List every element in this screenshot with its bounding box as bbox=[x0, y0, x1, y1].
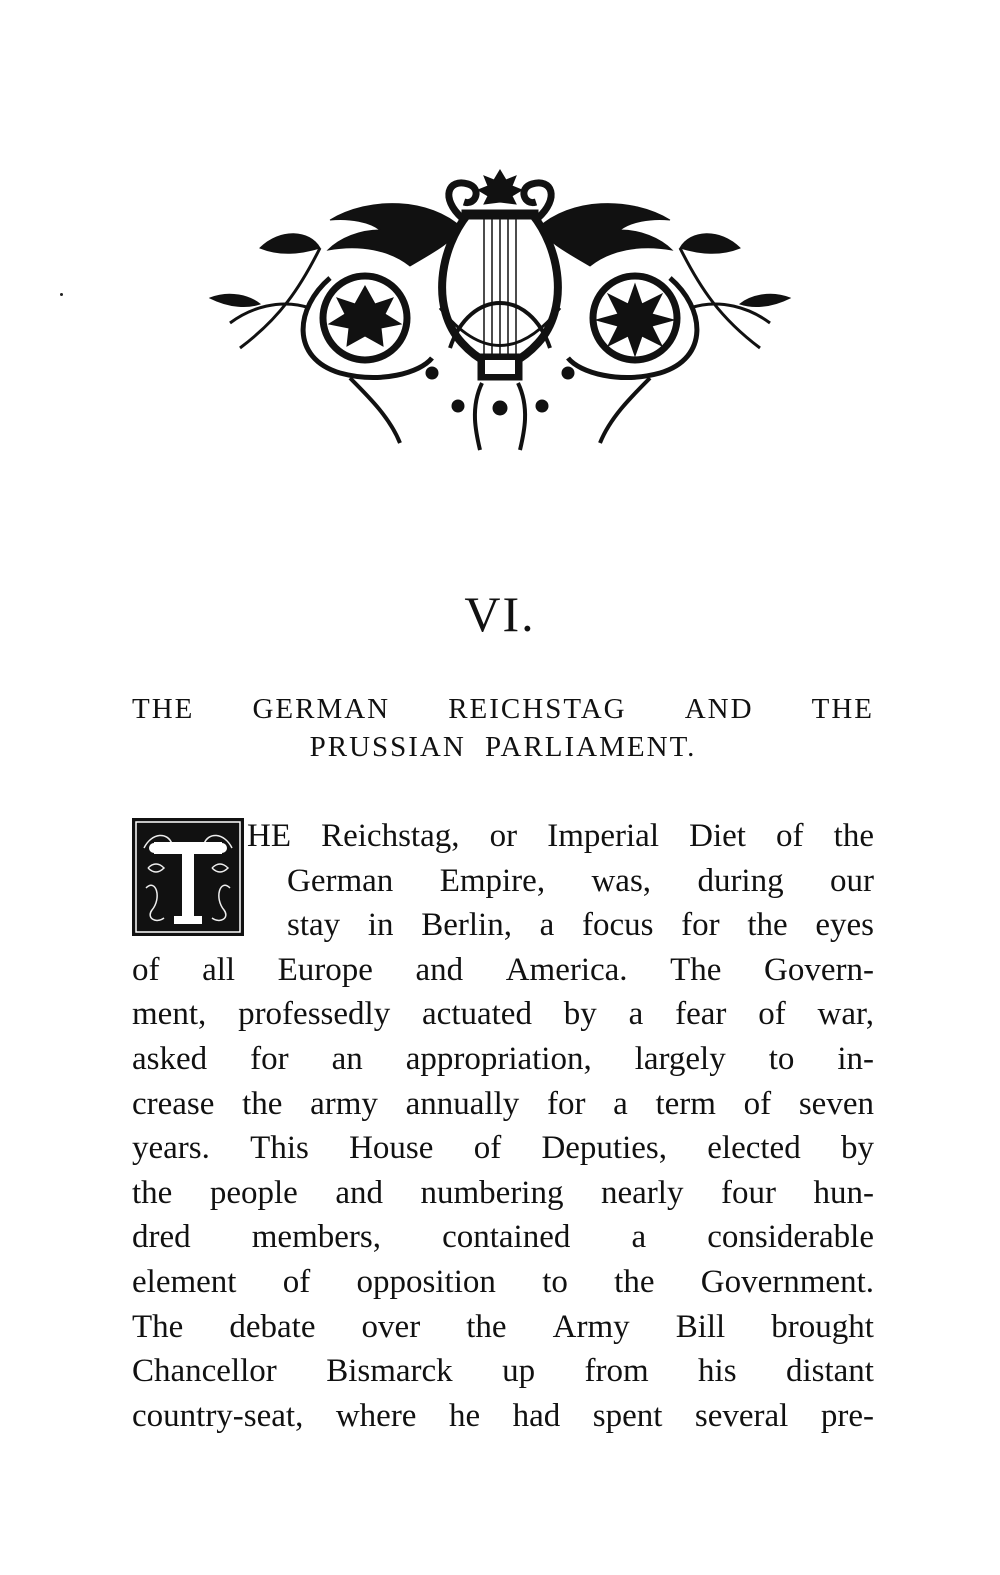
text-word: our bbox=[830, 862, 874, 899]
text-line bbox=[132, 859, 874, 904]
title-word: THE bbox=[811, 693, 874, 725]
text-line bbox=[132, 903, 874, 948]
text-word: the bbox=[747, 907, 788, 944]
text-line bbox=[132, 948, 874, 993]
text-word: the bbox=[242, 1085, 283, 1122]
text-word: four bbox=[720, 1174, 776, 1211]
text-word: for bbox=[546, 1085, 586, 1122]
text-word: was, bbox=[591, 862, 652, 899]
text-word: contained bbox=[442, 1219, 571, 1256]
text-word: members, bbox=[251, 1219, 381, 1256]
text-word: Imperial bbox=[547, 818, 659, 854]
text-word: Army bbox=[552, 1308, 630, 1345]
text-word: to bbox=[768, 1040, 795, 1077]
text-line bbox=[132, 1349, 874, 1394]
text-word: in- bbox=[837, 1040, 874, 1077]
lyre-headpiece-ornament bbox=[200, 158, 800, 458]
text-word: professedly bbox=[238, 996, 391, 1033]
text-word: seven bbox=[798, 1085, 874, 1122]
text-word: from bbox=[584, 1353, 649, 1390]
text-word: hun- bbox=[813, 1174, 874, 1211]
text-word: over bbox=[361, 1308, 421, 1345]
text-word: to bbox=[542, 1263, 568, 1300]
text-word: considerable bbox=[707, 1219, 874, 1256]
stray-ink-dot bbox=[60, 293, 63, 296]
text-word: Empire, bbox=[439, 862, 546, 899]
text-word: an bbox=[331, 1040, 363, 1077]
text-word: pre- bbox=[820, 1397, 874, 1434]
text-word: he bbox=[448, 1397, 481, 1434]
text-word: during bbox=[697, 862, 784, 899]
text-word: annually bbox=[405, 1085, 520, 1122]
text-word: for bbox=[250, 1040, 289, 1077]
text-word: of bbox=[282, 1263, 311, 1300]
text-word: of bbox=[473, 1130, 502, 1167]
text-word: Chancellor bbox=[132, 1353, 277, 1390]
text-word: appropriation, bbox=[405, 1040, 592, 1077]
text-word: crease bbox=[132, 1085, 215, 1122]
text-word: war, bbox=[817, 996, 874, 1033]
text-word: eyes bbox=[815, 907, 874, 944]
text-word: up bbox=[502, 1353, 536, 1390]
text-word: of bbox=[776, 818, 804, 854]
chapter-title-line-2: PRUSSIAN PARLIAMENT. bbox=[309, 731, 697, 763]
text-word: Govern- bbox=[763, 951, 874, 988]
text-word: Deputies, bbox=[541, 1130, 668, 1167]
text-word: of bbox=[758, 996, 786, 1033]
text-word: a bbox=[631, 1219, 647, 1256]
text-word: The bbox=[132, 1308, 184, 1345]
text-word: America. bbox=[505, 951, 628, 988]
text-word: focus bbox=[581, 907, 654, 944]
text-word: ment, bbox=[132, 996, 207, 1033]
text-word: and bbox=[335, 1174, 383, 1211]
text-word: Reichstag, bbox=[321, 818, 460, 854]
text-word: people bbox=[209, 1174, 298, 1211]
text-word: element bbox=[132, 1263, 237, 1300]
chapter-number: VI. bbox=[464, 586, 536, 642]
text-word: a bbox=[613, 1085, 628, 1122]
text-word: Berlin, bbox=[421, 907, 512, 944]
text-line bbox=[132, 1126, 874, 1171]
text-line bbox=[132, 992, 874, 1037]
text-word: army bbox=[310, 1085, 378, 1122]
text-word: had bbox=[512, 1397, 561, 1434]
title-word: AND bbox=[684, 693, 754, 725]
text-line bbox=[132, 1305, 874, 1350]
text-word: distant bbox=[785, 1353, 874, 1390]
text-word: by bbox=[840, 1130, 874, 1167]
text-word: fear bbox=[675, 996, 727, 1033]
text-line bbox=[132, 1037, 874, 1082]
text-word: country-seat, bbox=[132, 1397, 304, 1434]
text-word: opposition bbox=[356, 1263, 496, 1300]
text-word: Government. bbox=[700, 1263, 874, 1300]
text-word: The bbox=[670, 951, 722, 988]
text-word: Diet bbox=[689, 818, 746, 854]
text-word: of bbox=[132, 951, 160, 988]
text-word: where bbox=[335, 1397, 417, 1434]
text-word: several bbox=[694, 1397, 789, 1434]
text-word: actuated bbox=[422, 996, 532, 1033]
text-word: German bbox=[287, 862, 394, 899]
title-word: REICHSTAG bbox=[448, 693, 627, 725]
text-word: and bbox=[415, 951, 464, 988]
text-word: term bbox=[655, 1085, 716, 1122]
text-word: largely bbox=[634, 1040, 726, 1077]
text-word: a bbox=[628, 996, 644, 1033]
text-line bbox=[132, 1171, 874, 1216]
text-word: asked bbox=[132, 1040, 208, 1077]
title-word: GERMAN bbox=[252, 693, 391, 725]
text-word: years. bbox=[132, 1130, 210, 1167]
text-line bbox=[132, 1260, 874, 1305]
text-word: spent bbox=[592, 1397, 663, 1434]
text-word: This bbox=[250, 1130, 309, 1167]
text-line bbox=[132, 814, 874, 859]
chapter-title-line-1 bbox=[132, 690, 874, 728]
text-word: the bbox=[614, 1263, 655, 1300]
text-word: House bbox=[349, 1130, 434, 1167]
text-line bbox=[132, 1082, 874, 1127]
text-line bbox=[132, 1394, 874, 1439]
text-word: by bbox=[563, 996, 597, 1033]
text-word: HE bbox=[247, 818, 291, 854]
text-line bbox=[132, 1215, 874, 1260]
text-word: or bbox=[489, 818, 518, 854]
text-word: in bbox=[367, 907, 394, 944]
text-word: the bbox=[132, 1174, 173, 1211]
text-word: his bbox=[698, 1353, 737, 1390]
text-word: Bill bbox=[675, 1308, 726, 1345]
text-word: for bbox=[681, 907, 720, 944]
text-word: dred bbox=[132, 1219, 191, 1256]
text-word: all bbox=[202, 951, 236, 988]
text-word: of bbox=[743, 1085, 772, 1122]
body-text bbox=[132, 814, 874, 1438]
title-word: THE bbox=[132, 693, 195, 725]
text-word: Europe bbox=[277, 951, 373, 988]
text-word: nearly bbox=[601, 1174, 684, 1211]
text-word: the bbox=[466, 1308, 507, 1345]
text-word: brought bbox=[771, 1308, 874, 1345]
text-word: debate bbox=[229, 1308, 316, 1345]
text-word: numbering bbox=[420, 1174, 564, 1211]
text-word: stay bbox=[287, 907, 341, 944]
text-word: Bismarck bbox=[326, 1353, 453, 1390]
text-word: a bbox=[539, 907, 555, 944]
text-word: elected bbox=[707, 1130, 801, 1167]
chapter-title bbox=[132, 690, 874, 766]
text-word: the bbox=[833, 818, 874, 854]
